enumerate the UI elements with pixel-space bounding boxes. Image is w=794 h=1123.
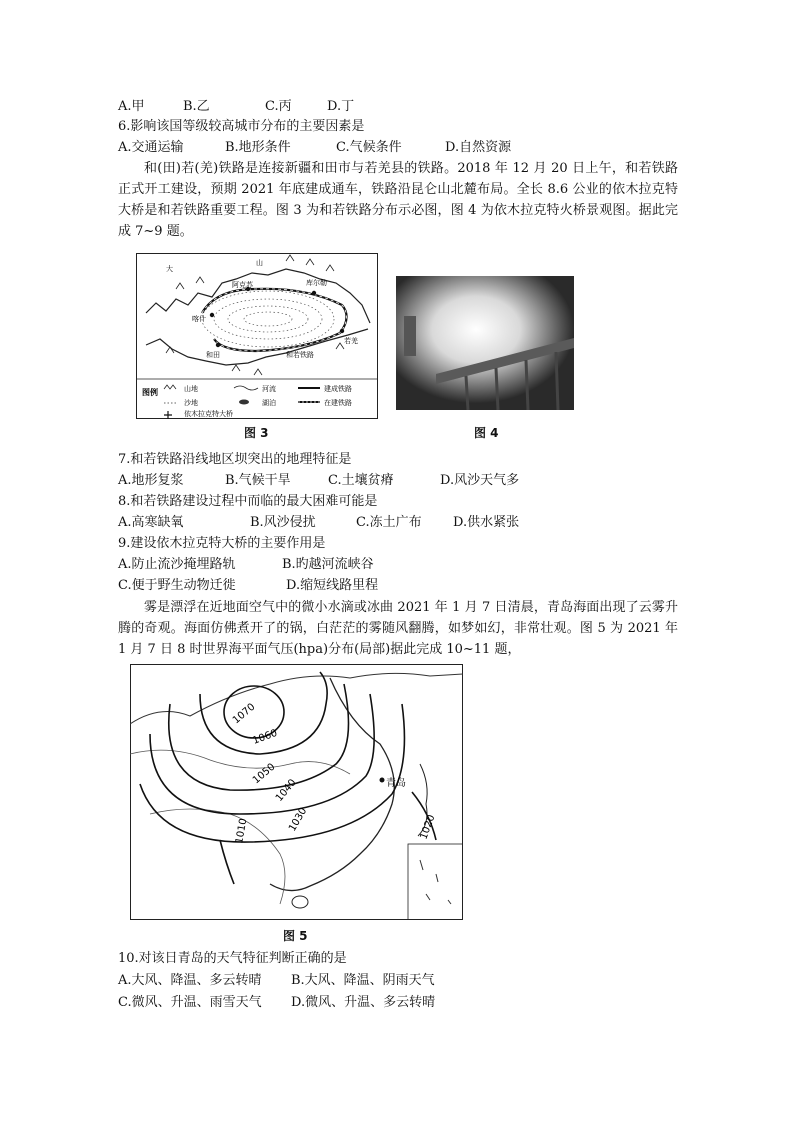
q6-option-d: D.自然资源: [445, 140, 512, 155]
isobar-label-1030: 1030: [287, 805, 310, 834]
map-label-shan: 山: [256, 259, 263, 267]
q8-stem: 8.和若铁路建设过程中而临的最大困难可能是: [118, 494, 378, 509]
q9-option-c: C.便于野生动物迁徙: [118, 578, 236, 593]
q10-option-a: A.大风、降温、多云转晴: [118, 973, 262, 988]
q9-option-d: D.缩短线路里程: [286, 578, 379, 593]
figure-4-caption: 图 4: [474, 426, 499, 440]
map-label-tian: 大: [166, 265, 173, 273]
figure-4-bridge-photo: [396, 276, 574, 410]
isobar-label-1060: 1060: [251, 727, 279, 747]
figure-3-railway-map: [136, 253, 378, 419]
isobar-label-1040: 1040: [273, 777, 299, 804]
railway-map-graphic: [136, 253, 378, 419]
q9-option-b: B.旳越河流峡谷: [282, 557, 374, 572]
figure-5-caption: 图 5: [283, 929, 308, 943]
q10-option-d: D.微风、升温、多云转晴: [291, 995, 436, 1010]
q8-option-d: D.供水紧张: [453, 515, 520, 530]
q9-option-a: A.防止流沙掩埋路轨: [118, 557, 236, 572]
isobar-label-1010: 1010: [234, 817, 250, 845]
q5-option-b: B.乙: [183, 99, 210, 114]
legend-built-railway: 建成铁路: [324, 385, 352, 393]
q10-stem: 10.对该日青岛的天气特征判断正确的是: [118, 951, 347, 966]
q5-option-c: C.丙: [265, 99, 292, 114]
map-label-qingdao: 青岛: [386, 778, 406, 789]
legend-bridge: 依木拉克特大桥: [184, 410, 233, 418]
figure-3-caption: 图 3: [244, 426, 269, 440]
q7-option-a: A.地形复浆: [118, 473, 184, 488]
q7-option-d: D.风沙天气多: [440, 473, 520, 488]
q8-option-a: A.高寒缺氧: [118, 515, 184, 530]
legend-railway-under-construction: 在建铁路: [324, 399, 352, 407]
figure-5-pressure-map: [130, 664, 463, 920]
pressure-map-graphic: [130, 664, 463, 920]
q7-option-c: C.土壤贫瘠: [328, 473, 394, 488]
q7-stem: 7.和若铁路沿线地区坝突出的地理特征是: [118, 452, 352, 467]
q10-option-b: B.大风、降温、阴雨天气: [291, 973, 435, 988]
legend-mountain: 山地: [184, 385, 198, 393]
q6-stem: 6.影响该国等级较高城市分布的主要因素是: [118, 119, 365, 134]
map-label-ruoqiang: 若羌: [344, 337, 358, 345]
map-label-kuerle: 库尔勒: [306, 279, 327, 287]
q6-option-c: C.气候条件: [336, 140, 402, 155]
q6-option-a: A.交通运输: [118, 140, 184, 155]
q6-option-b: B.地形条件: [225, 140, 291, 155]
map-label-railway: 和若铁路: [286, 351, 314, 359]
q9-stem: 9.建设依木拉克特大桥的主要作用是: [118, 536, 326, 551]
legend-river: 河流: [262, 385, 276, 393]
q10-option-c: C.微风、升温、雨雪天气: [118, 995, 262, 1010]
map-label-hetian: 和田: [206, 351, 220, 359]
legend-sand: 沙地: [184, 399, 198, 407]
isobar-label-1020: 1020: [418, 813, 438, 842]
passage-hetian-ruoqiang-railway: 和(田)若(羌)铁路是连接新疆和田市与若羌县的铁路。2018 年 12 月 20 日上午，和若铁路正式开工建设，预期 2021 年底建成通车，铁路沿昆仑山北麓布局。全长 8.6 公业的依木拉克特大桥是和若铁路重要工程。图 3 为和若铁路分布示必图，图 4 为依木拉克特火桥景观图。据此完成 7~9 题。: [118, 161, 678, 239]
legend-title: 图例: [142, 388, 158, 397]
isobar-label-1050: 1050: [250, 761, 278, 787]
q5-option-a: A.甲: [118, 99, 145, 114]
q5-option-d: D.丁: [327, 99, 355, 114]
map-label-kashi: 喀什: [192, 315, 206, 323]
q7-option-b: B.气候干旱: [225, 473, 291, 488]
map-label-akesu: 阿克苏: [232, 281, 253, 289]
passage-qingdao-fog: 雾是漂浮在近地面空气中的微小水滴或冰曲 2021 年 1 月 7 日清晨，青岛海面出现了云雾升腾的奇观。海面仿佛煮开了的锅，白茫茫的雾随风翻腾，如梦如幻，非常壮观。图 5 为 2021 年 1 月 7 日 8 时世界海平面气压(hpa)分布(局部)据此完成 10~11 题，: [118, 600, 678, 657]
q8-option-b: B.风沙侵扰: [250, 515, 316, 530]
isobar-label-1070: 1070: [230, 701, 258, 727]
legend-lake: 湖泊: [262, 399, 276, 407]
q8-option-c: C.冻土广布: [356, 515, 422, 530]
bridge-photo-graphic: [396, 276, 574, 410]
